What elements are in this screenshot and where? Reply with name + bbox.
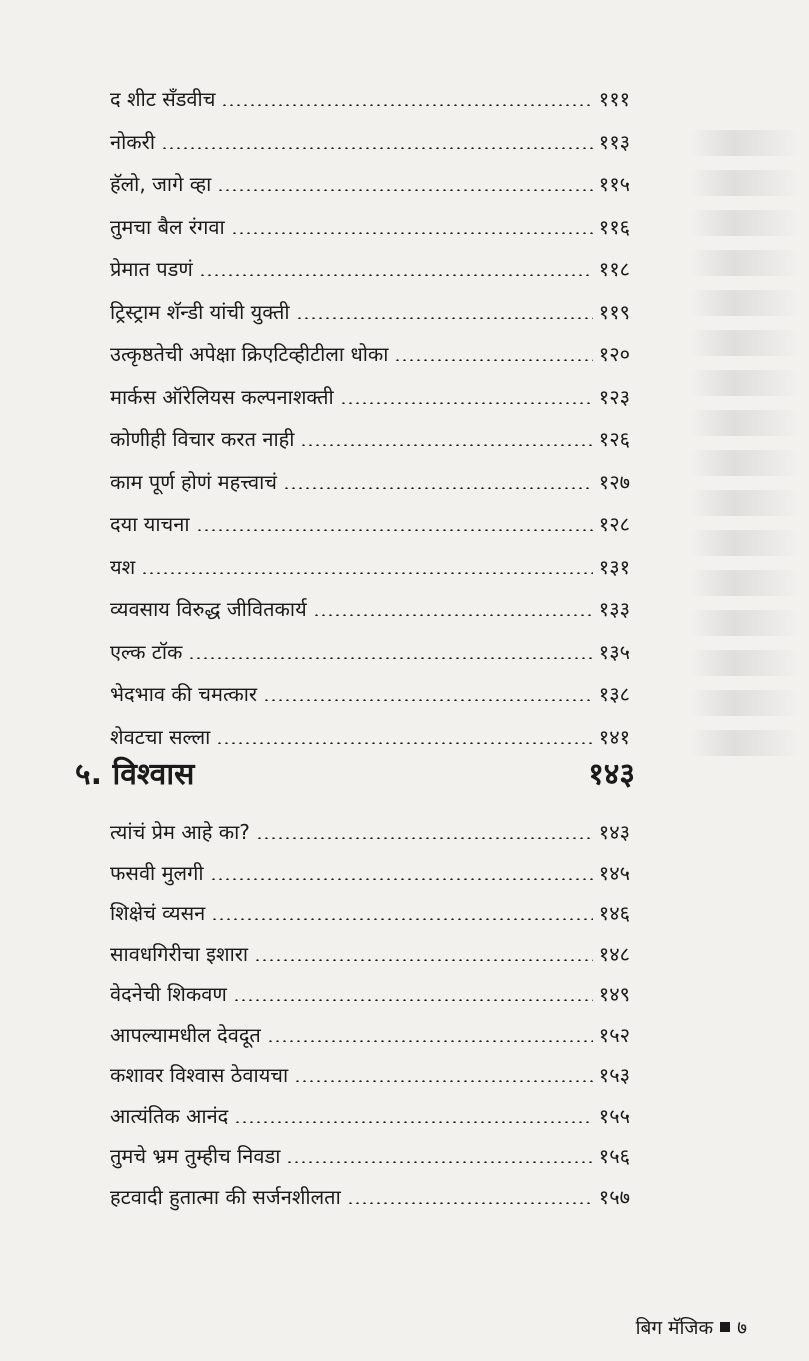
bleed-through-shadow	[690, 130, 800, 830]
toc-entry-page: १५६	[598, 1144, 630, 1169]
dot-leader	[188, 657, 592, 659]
toc-entry-title: शिक्षेचं व्यसन	[110, 901, 206, 926]
toc-entry	[110, 418, 630, 461]
toc-entry-title: नोकरी	[110, 129, 155, 154]
dot-leader	[217, 189, 593, 191]
toc-entry-page: ११९	[598, 299, 630, 324]
toc-entry-title: सावधगिरीचा इशारा	[110, 941, 249, 966]
page-footer	[636, 1314, 747, 1340]
toc-entry-page: ११८	[598, 257, 630, 282]
toc-entry-title: द शीट सँडवीच	[110, 87, 216, 112]
toc-entry-page: १३८	[598, 682, 630, 707]
toc-entry-title: एल्क टॉक	[110, 639, 183, 664]
toc-entry-page: १४९	[598, 982, 630, 1007]
toc-entry-page: १३१	[598, 554, 630, 579]
toc-entry-title: हटवादी हुतात्मा की सर्जनशीलता	[110, 1184, 341, 1209]
toc-entry-page: १४५	[598, 860, 630, 885]
toc-entry-page: ११६	[598, 214, 630, 239]
chapter-title: विश्वास	[112, 757, 195, 792]
toc-entry	[110, 1096, 630, 1137]
toc-entry	[110, 673, 630, 716]
toc-entry-title: ट्रिस्ट्राम शॅन्डी यांची युक्ती	[110, 299, 290, 324]
toc-entry-title: तुमचा बैल रंगवा	[110, 214, 225, 239]
toc-entry-title: कशावर विश्वास ठेवायचा	[110, 1063, 289, 1088]
dot-leader	[233, 999, 593, 1001]
chapter-number: ५.	[75, 757, 102, 792]
toc-entry-title: काम पूर्ण होणं महत्त्वाचं	[110, 469, 277, 494]
dot-leader	[231, 232, 593, 234]
toc-entry-title: त्यांचं प्रेम आहे का?	[110, 820, 250, 845]
dot-leader	[347, 1202, 593, 1204]
toc-entry-page: १३५	[598, 639, 630, 664]
toc-entry	[110, 893, 630, 934]
toc-entry-title: आत्यंतिक आनंद	[110, 1103, 229, 1128]
square-bullet-icon	[720, 1322, 730, 1332]
toc-entry	[110, 206, 630, 249]
toc-entry-page: १११	[598, 87, 630, 112]
dot-leader	[263, 699, 593, 701]
toc-list-part1	[110, 78, 630, 758]
toc-entry-title: आपल्यामधील देवदूत	[110, 1022, 261, 1047]
toc-entry-title: यश	[110, 554, 136, 579]
toc-entry-title: दया याचना	[110, 512, 190, 537]
toc-entry-page: १३३	[598, 597, 630, 622]
toc-entry	[110, 376, 630, 419]
toc-entry	[110, 1055, 630, 1096]
toc-entry	[110, 291, 630, 334]
dot-leader	[221, 104, 592, 106]
dot-leader	[234, 1121, 592, 1123]
toc-entry	[110, 461, 630, 504]
toc-entry-page: १२८	[598, 512, 630, 537]
toc-entry-page: १४८	[598, 941, 630, 966]
toc-entry	[110, 163, 630, 206]
toc-entry-page: १५२	[598, 1022, 630, 1047]
toc-entry	[110, 503, 630, 546]
toc-list-part2	[110, 812, 630, 1217]
toc-entry-title: हॅलो, जागे व्हा	[110, 172, 212, 197]
toc-entry-title: वेदनेची शिकवण	[110, 982, 227, 1007]
toc-entry-page: १२३	[598, 384, 630, 409]
toc-entry	[110, 546, 630, 589]
toc-entry-title: व्यवसाय विरुद्ध जीवितकार्य	[110, 597, 307, 622]
dot-leader	[216, 742, 592, 744]
toc-entry	[110, 631, 630, 674]
dot-leader	[199, 274, 593, 276]
toc-entry	[110, 974, 630, 1015]
toc-entry-title: शेवटचा सल्ला	[110, 724, 211, 749]
toc-entry-title: भेदभाव की चमत्कार	[110, 682, 258, 707]
toc-entry	[110, 588, 630, 631]
chapter-title-group	[75, 752, 194, 793]
chapter-page: १४३	[588, 757, 635, 792]
toc-entry	[110, 333, 630, 376]
dot-leader	[161, 147, 593, 149]
toc-entry	[110, 1136, 630, 1177]
toc-entry-page: १२७	[598, 469, 630, 494]
dot-leader	[141, 572, 593, 574]
dot-leader	[313, 614, 593, 616]
toc-entry	[110, 248, 630, 291]
toc-entry-page: १२६	[598, 427, 630, 452]
dot-leader	[256, 837, 593, 839]
toc-entry	[110, 121, 630, 164]
toc-entry	[110, 934, 630, 975]
toc-entry-page: १५७	[598, 1184, 630, 1209]
dot-leader	[300, 444, 592, 446]
toc-entry	[110, 1177, 630, 1218]
dot-leader	[267, 1040, 593, 1042]
toc-entry	[110, 1015, 630, 1056]
toc-entry-page: १४१	[598, 724, 630, 749]
toc-entry-page: ११३	[598, 129, 630, 154]
toc-entry-title: प्रेमात पडणं	[110, 257, 193, 282]
footer-book-title: बिग मॅजिक	[635, 1317, 714, 1339]
toc-entry-page: १२०	[598, 342, 630, 367]
toc-entry	[110, 78, 630, 121]
toc-entry-title: कोणीही विचार करत नाही	[110, 427, 295, 452]
dot-leader	[211, 918, 593, 920]
dot-leader	[196, 529, 593, 531]
toc-entry-page: १४६	[598, 901, 630, 926]
toc-entry-page: १५५	[598, 1103, 630, 1128]
dot-leader	[340, 402, 593, 404]
dot-leader	[294, 1080, 593, 1082]
dot-leader	[283, 487, 593, 489]
toc-entry-title: तुमचे भ्रम तुम्हीच निवडा	[110, 1144, 281, 1169]
toc-entry	[110, 812, 630, 853]
chapter-heading	[75, 752, 635, 793]
toc-entry-page: ११५	[598, 172, 630, 197]
dot-leader	[210, 878, 593, 880]
toc-entry-page: १४३	[598, 820, 630, 845]
toc-entry	[110, 853, 630, 894]
toc-entry-title: फसवी मुलगी	[110, 860, 204, 885]
dot-leader	[296, 317, 593, 319]
toc-entry-title: उत्कृष्ठतेची अपेक्षा क्रिएटिव्हीटीला धोका	[110, 342, 389, 367]
toc-entry-page: १५३	[598, 1063, 630, 1088]
toc-entry-title: मार्कस ऑरेलियस कल्पनाशक्ती	[110, 384, 334, 409]
dot-leader	[286, 1161, 592, 1163]
footer-page-number: ७	[737, 1317, 747, 1339]
dot-leader	[254, 959, 593, 961]
dot-leader	[394, 359, 592, 361]
